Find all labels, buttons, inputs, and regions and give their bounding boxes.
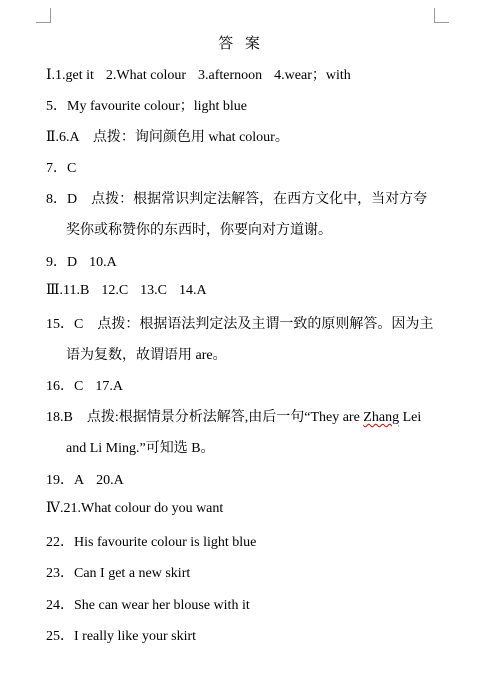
answer-line-7: 7．C [46,161,77,176]
answer-line-19: 19．A 20.A [46,473,124,488]
answer-line-25: 25．I really like your skirt [46,629,197,644]
answer-line-24: 24．She can wear her blouse with it [46,598,250,613]
answer-line-5: 5．My favourite colour；light blue [46,99,248,114]
page-corner-mark-right [434,8,449,23]
answer-line-22: 22．His favourite colour is light blue [46,535,257,550]
answer-line-9: 9．D 10.A [46,255,117,270]
answer-line-15-cont: 语为复数，故谓语用 are。 [66,348,227,363]
answer-line-8-cont: 奖你或称赞你的东西时，你要向对方道谢。 [66,223,332,238]
answer-line-1: Ⅰ.1.get it 2.What colour 3.afternoon 4.wear；with [46,68,351,83]
answer-line-15: 15．C 点拨：根据语法判定法及主谓一致的原则解答。因为主 [46,317,434,332]
answer-line-11: Ⅲ.11.B 12.C 13.C 14.A [46,283,207,298]
page-title: 答 案 [218,36,264,52]
spellcheck-underlined-word: Zhang [363,410,400,425]
answer-line-18: 18.B 点拨:根据情景分析法解答,由后一句“They are Zhang Lei [46,410,422,425]
page-corner-mark-left [36,8,51,23]
answer-line-23: 23．Can I get a new skirt [46,566,191,581]
answer-line-21: Ⅳ.21.What colour do you want [46,501,224,516]
answer-line-16: 16．C 17.A [46,379,123,394]
answer-line-6: Ⅱ.6.A 点拨：询问颜色用 what colour。 [46,130,289,145]
answer-line-18-cont: and Li Ming.”可知选 B。 [66,441,215,456]
answer-line-8: 8．D 点拨：根据常识判定法解答，在西方文化中，当对方夸 [46,192,428,207]
